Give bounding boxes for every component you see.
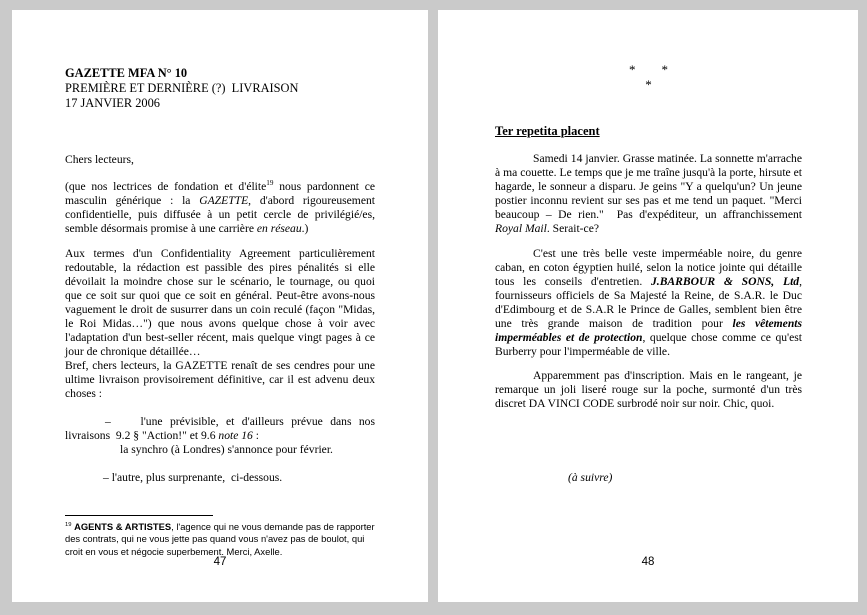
gazette-header: [65, 10, 375, 112]
paragraph-confidentiality: Aux termes d'un Confidentiality Agreement particulièrement redoutable, la rédaction est passible des pires pénalités si elle dévoilait la moindre chose sur le scénario, le tournage, ou quoi que ce soit sur quoi que ce soit en général. Peut-être avons-nous vaguement le droit de susurrer dans un coin reculé (façon "Midas, le Roi Midas…") que nous avons quelque chose à voir avec l'adaptation d'un best-seller récent, mais quelque vingt pages à ce jour de chronique détaillée…: [65, 246, 375, 358]
list-item-une-sub: la synchro (à Londres) s'annonce pour février.: [120, 442, 333, 456]
footnote-rule: [65, 515, 213, 516]
gazette-date: 17 JANVIER 2006: [65, 96, 160, 111]
page-48: [438, 10, 858, 602]
footnote: [65, 515, 377, 558]
star-glyph: *: [645, 77, 652, 92]
continuation-note: (à suivre): [568, 471, 613, 484]
section-heading: Ter repetita placent: [495, 124, 600, 138]
footnote-text: $^{19}$ AGENTS & ARTISTES, l'agence qui ne vous demande pas de rapporter des contrats, qui ne vous jette pas quand vous n'avez pas de boulot, qui croit en vous et négocie superbement. Merci, Axelle.: [65, 521, 375, 557]
page-47: [12, 10, 428, 602]
gazette-subtitle: PREMIÈRE ET DERNIÈRE (?) LIVRAISON: [65, 81, 299, 96]
paragraph-veste: C'est une très belle veste imperméable noire, du genre caban, en coton égyptien huilé, selon la notice jointe qui détaille tous les conseils d'entretien. J.BARBOUR & SONS, Ltd, fournisseurs officiels de Sa Majesté la Reine, de S.A.R. le Duc d'Edimbourg et de S.A.R le Prince de Galles, semblent bien être une très grande maison de tradition pour les vêtements imperméables et de protection, quelque chose comme ce qu'est Burberry pour l'imperméable de ville.: [495, 247, 803, 358]
star-glyph: *: [629, 62, 636, 77]
paragraph-bref: Bref, chers lecteurs, la GAZETTE renaît de ses cendres pour une ultime livraison provisoirement définitive, car il est advenu deux choses :: [65, 358, 375, 400]
divider-star-bottom: [495, 77, 802, 92]
paragraph-inscription: Apparemment pas d'inscription. Mais en le rangeant, je remarque un joli liseré rouge sur la poche, surmonté d'un très discret DA VINCI CODE surbrodé noir sur noir. Chic, quoi.: [495, 369, 802, 410]
page-number-right: 48: [641, 556, 655, 568]
divider-stars-top: [495, 62, 802, 77]
paragraph-samedi: Samedi 14 janvier. Grasse matinée. La sonnette m'arrache à ma couette. Le temps que je me traîne jusqu'à la porte, hirsute et hagarde, le sonneur a disparu. Je geins "Y a quelqu'un? Un jeune postier inconnu revient sur ses pas et me tend un paquet. "Merci beaucoup – De rien." Pas d'expéditeur, un affranchissement Royal Mail. Serait-ce?: [495, 152, 802, 235]
gazette-title: GAZETTE MFA N° 10: [65, 66, 188, 80]
page-number-left: 47: [213, 556, 227, 568]
paragraph-lectrices: (que nos lectrices de fondation et d'élite$^{19}$ nous pardonnent ce masculin générique : la GAZETTE, d'abord rigoureusement confidentielle, puis diffusée à un petit cercle de privilégié/es, semble désormais promise à une carrière en réseau.): [65, 178, 375, 235]
star-glyph: *: [661, 62, 668, 77]
section-divider: [495, 62, 802, 92]
salutation: Chers lecteurs,: [65, 152, 134, 166]
list-item-une: – l'une prévisible, et d'ailleurs prévue dans nos livraisons 9.2 § "Action!" et 9.6 note 16 :: [65, 414, 375, 442]
list-item-autre: – l'autre, plus surprenante, ci-dessous.: [103, 470, 283, 484]
